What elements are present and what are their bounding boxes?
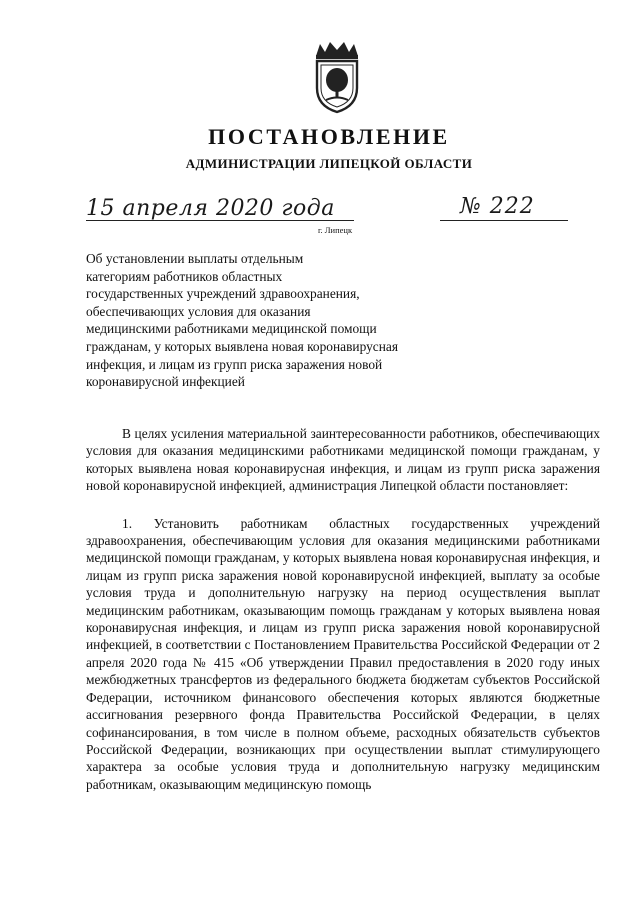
date-underline	[86, 220, 354, 221]
heading-line: обеспечивающих условия для оказания	[86, 303, 311, 319]
heading-line: медицинскими работниками медицинской помощи	[86, 321, 377, 337]
number-underline	[440, 220, 568, 221]
heading-line: Об установлении выплаты отдельным	[86, 251, 304, 266]
clause-1-paragraph: 1. Установить работникам областных государственных учреждений здравоохранения, обеспечивающим условия для оказания медицинскими работниками медицинской помощи гражданам, у которых выявлена новая коронавирусная инфекция, и лицам из групп риска заражения новой коронавирусной инфекцией, выплату за особые условия труда и дополнительную нагрузку на период осуществления выплат медицинским работникам, оказывающим помощь гражданам у которых выявлена новая коронавирусная инфекция, и лицам из групп риска заражения новой коронавирусной инфекцией, в соответствии с Постановлением Правительства Российской Федерации от 2 апреля 2020 года № 415 «Об утверждении Правил предоставления в 2020 году иных межбюджетных трансфертов из федерального бюджета бюджетам субъектов Российской Федерации, источником финансового обеспечения которых являются бюджетные ассигнования резервного фонда Правительства Российской Федерации, в целях софинансирования, в том числе в полном объеме, расходных обязательств субъектов Российской Федерации, возникающих при осуществлении выплат стимулирующего характера за особые условия труда и дополнительную нагрузку медицинским работникам, оказывающим медицинскую помощь	[86, 515, 600, 792]
heading-line: инфекция, и лицам из групп риска заражения новой	[86, 356, 383, 372]
lipetsk-coat-of-arms-icon	[308, 40, 366, 114]
heading-line: коронавирусной инфекцией	[86, 374, 245, 390]
issuer-name: АДМИНИСТРАЦИИ ЛИПЕЦКОЙ ОБЛАСТИ	[185, 156, 473, 171]
intro-paragraph: В целях усиления материальной заинтересованности работников, обеспечивающих условия для оказания медицинскими работниками медицинской помощи гражданам, у которых выявлена новая коронавирусная инфекция, и лицам из групп риска заражения новой коронавирусной инфекцией, администрация Липецкой области постановляет:	[86, 426, 600, 494]
handwritten-number: № 222	[460, 194, 535, 219]
document-title: ПОСТАНОВЛЕНИЕ	[208, 124, 450, 149]
heading-line: гражданам, у которых выявлена новая коронавирусная	[86, 338, 399, 354]
handwritten-date: 15 апреля 2020 года	[86, 196, 335, 221]
city-label: г. Липецк	[318, 225, 353, 235]
resolution-heading	[86, 250, 466, 391]
heading-line: государственных учреждений здравоохранения,	[86, 286, 360, 302]
resolution-body	[86, 425, 600, 793]
heading-line: категориям работников областных	[86, 268, 283, 284]
